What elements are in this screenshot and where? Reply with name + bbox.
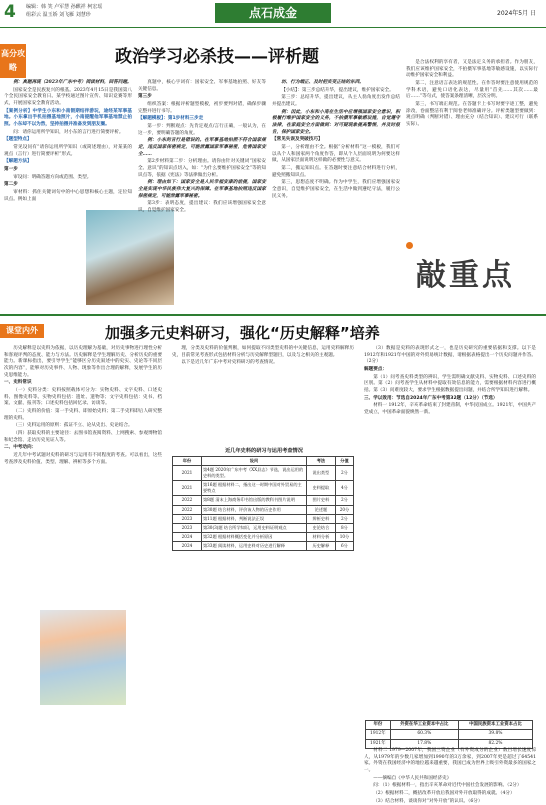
table-row: 2021 第4题 2020年广东中考《XX县志》节选，说出运用的史料的类型。 说出类型 2分 [173, 466, 354, 481]
section-divider [0, 314, 546, 316]
issue-date: 2024年5月 日 [497, 10, 536, 17]
table-row: 2021 第16题 根据材料二，指出这一时期中国对外贸易的主要特点 史料提取 4分 [173, 481, 354, 496]
table-row: 2023 第30(3)题 结合所学知识，运用史料证明观点 史论结合 8分 [173, 523, 354, 532]
table-header-row: 年份 设问 考法 分值 [173, 457, 354, 466]
article-column-4: 是合法权利的享有者，又是法定义务的承担者。作为朋友，我们应该维护国家安全，不拍摄军事基地等敏感设施，以实际行动维护国家安全和利益。 第二，注意语言表达的规范性。在作答时要注意使用规范的学科术语，避免口语化表达，尽量用“首先……其次……最后……”等句式，使答案条理清晰，层次分明。 第三，书写端正规范。在答题卡上书写时要字迹工整，避免涂改，卷面整洁有利于阅卷老师准确评分。评析类题型要做到：观点明确（判断对错）、理由充分（结合知识）、建议可行（联系实际）。 [406, 60, 538, 127]
article-column-2: 真题中，核心字词有：国家安全、军事基地拍照、好友等关键信息。 第三步 组织答案：根据评析题型模板，初步要判对错，确保步骤完整并进行书写。 【解题模板】：第1步材料三步走 第一步：判断观点：先肯定观点/言行正确，一般认为，在这一步，要明确答题的角度。 例：小东的言行是错误的。在军事基地拍照不符合国家规定，违反国家保密规定，可能泄露国家军事秘密，危害国家安全…… 第2步材料第二步：分析理由。请你由针对关键词“国家安全、意识”的知识点切入，如：“为什么要维护国家安全”等的知识点等，依据《宪法》等法律做出分析。 例：理由如下：国家安全是人民幸福安康的前提，国家安全是实现中华民族伟大复兴的保障。在军事基地拍照违反国家保密规定，可能泄露军事秘密。 第3步：表明态度，提出建议：我们应该增强国家安全意识，自觉维护国家安全。 [138, 80, 266, 213]
table-row: 1912年 60.3% 39.8% [366, 730, 533, 739]
table-row: 2024 第32题 根据材料概括变化并分析原因 材料分析 10分 [173, 532, 354, 541]
page-header [0, 0, 546, 28]
table-caption: 近几年史料的研习与运用考查情况 [225, 448, 303, 454]
page-number: 4 [4, 2, 16, 22]
article-photo-classroom [40, 610, 126, 705]
stamp-key-points: 敲重点 [406, 240, 530, 296]
article-title-history: 加强多元史料研习，强化“历史解释”培养 [105, 324, 380, 342]
trade-data-table [365, 720, 533, 749]
article-column-6: 理，分类及史料的价值判断，如何提取不同类型史料的中关键信息，运用史料解释历史，目前常见考查形式包括材料分析与历史解释型题目，以及与之相关的主观题。 以下是近几年广东中考对史料研习的考查情况。 [172, 346, 354, 366]
article-column-5: 历史解释是以史料为依据，以历史理解为基础，对历史事物进行理性分析和客观评判的态度、能力与方法。历史解释是学生理解历史、分析历史的重要能力。新课标指出，要引导学生“能够区分历史叙述中的史实、史论等不同层次的内容”，能够对历史事件、人物、现象等作出合理的解释，发展学生的历史思维能力。 一、史料常识 （一）史料分类：史料按照载体可分为：实物史料、文字史料、口述史料、图像史料等。实物史料包括：遗址、遗物等；文字史料包括：史书、档案、文献、报刊等；口述史料包括回忆录、访谈等。 （二）史料的价值：第一手史料、即原始史料；第二手史料即后人研究整理的史料。 （三）史料运用的原则：孤证不立、论从史出、史论结合。 （四）获取史料的主要途径：去图书馆查阅资料、上网搜索、参观博物馆和纪念馆、走访历史见证人等。 二、中考动向： 近几年中考试题对史料的研习与运用有不同程度的考查。可以看出，这些考查涉及史料价值、类型、理解、辨析等多个方面。 [4, 346, 162, 465]
table-row: 2022 第30题 结合材料，评价该人物的历史作用 论述题 20分 [173, 505, 354, 514]
table-row: 1921年 17.8% 82.2% [366, 739, 533, 748]
paper-name: 点石成金 [215, 3, 331, 23]
dot-icon [406, 242, 413, 249]
article-column-7: （3）数据是史料的表现形式之一，也是历史研究的重要依据和支撑。以下是1912年和1921年中国的对外贸易统计数据，请根据表格提出一个历史问题并作答。（2分） 解题要点： 第（1）问考查史料类型的辨识，学生需明确文献史料、实物史料、口述史料的区别。第（2）问考查学生从材料中提取有效信息的能力，需要根据材料内容进行概括。第（3）问难度较大，要求学生根据数据提出问题，并结合所学知识进行解释。 三、学以致用：节选自2024年广东中考第32题（12分）（节选） 材料一 1912年，辛亥革命结束了封建帝制，中华民国成立。1921年，中国共产党成立，中国革命面貌焕然一新。 [364, 346, 536, 415]
table-row: 2022 第8题 清末上海商务印书馆出版的教科书图片说明 图片史料 2分 [173, 496, 354, 505]
article-column-8: 材料二 1979—2007年，我国三资企业（有外资成分的企业）数目增长速度惊人，从1979年的少数几家增加到1990年的3万余家，到2007年更是超过了64541家。外资在我国经济中的地位越来越重要，我国已成为世界上吸引外资最多的国家之一。 ——摘编自《中华人民共和国经济史》 问：（1）根据材料一，指出辛亥革命对近代中国社会发展的影响。（2分） （2）根据材料二，概括改革开放后我国对外开放取得的成就。（4分） （3）结合材料，谈谈你对“对外开放”的认识。（6分） [364, 748, 536, 804]
exam-history-table [172, 456, 354, 551]
table-header-row: 年份 外资在华工业资本中占比 中国民族资本工业资本占比 [366, 721, 533, 730]
section-tag-strategy: 高分攻略 [0, 44, 26, 78]
editor-list: 编辑：韩 笑 卢军慧 孙麒祥 柯宏瑶 组彩云 温玉娇 刘飞雁 刘慧珍 [26, 4, 103, 18]
table-row: 2024 第33题 阅读材料，运用史料对历史进行解释 历史解释 6分 [173, 541, 354, 550]
section-tag-classroom: 课堂内外 [0, 324, 44, 338]
table-row: 2023 第11题 根据材料，判断说法正误 辨析史料 2分 [173, 514, 354, 523]
article-column-3: 坊、行为端正、及时把实变正结的东西。 【小结】：第三步总结升华，提出建议，维护国家安全。 第三步：总结升华，提出建议，从主人翁角度出发作总结并提出建议。 例：因此，小东和小南在生活中应增强国家安全意识，积极履行维护国家安全的义务，不拍摄军事敏感设施，自觉遵守法律，在家庭安全方面做到：对可疑现象提高警惕，并及时报告，保护国家安全。 【常见失误及突破技巧】 第一，分析理由不全。根据“分析材料”这一模板，我们可以从个人和国家两个角度作答，即从个人层面说明为何要这样做，从国家层面说明这样做的必要性与意义。 第二，搬运知识点。在答题时要注意结合材料进行分析，避免照搬知识点。 第三，思想态度不明确。作为中学生，我们应增强国家安全意识，自觉维护国家安全，在生活中做到遵纪守法，履行公民义务。 [272, 80, 400, 199]
article-column-1: 例：真题再现（2023年广东中考）阅读材料，回答问题。 国家安全是民族复兴的根基。2023年4月15日是我国第八个全民国家安全教育日。某学校通过图片宣传、知识竞赛等形式，开展国家安全教育活动。 【案例分析】中学生小东和小南假期结伴游玩，途经某军事基地。小东拿出手机拍摄基地照片，小南提醒他军事基地禁止拍照。小东却不以为然，坚持拍摄并准备发到朋友圈。 问：请你运用所学知识，对小东的言行进行简要评析。 【题型特点】 常见设问有“请你运用所学知识（或简述理由），对某某的观点（言行）进行简要评析”形式。 【解题方法】 第一步 审设问：明确答题方向或范围、类型。 第二步 审材料：抓住关键词句中的中心思想和核心主题，定位知识点。例如上面 [4, 80, 132, 202]
article-title-politics: 政治学习必杀技——评析题 [115, 47, 319, 67]
